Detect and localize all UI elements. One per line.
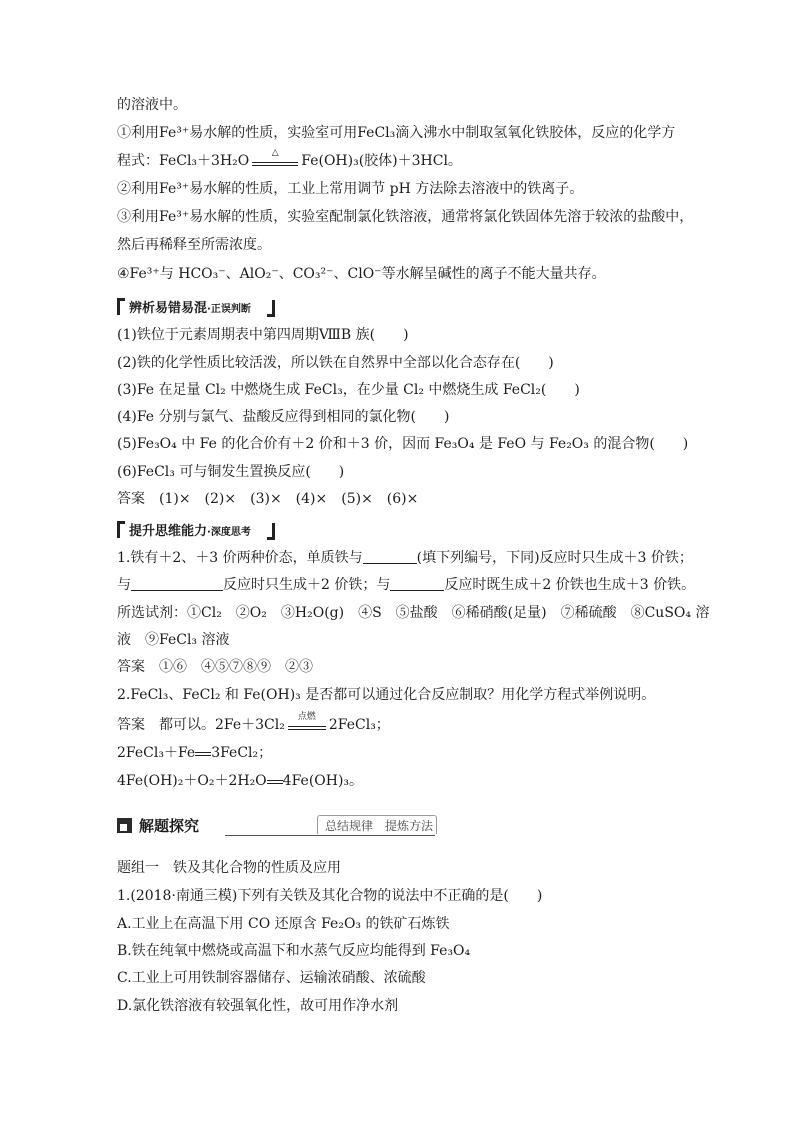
equals-sign [195, 743, 211, 763]
question-text: 反应时只生成＋2 价铁；与 [223, 577, 391, 593]
problem-question: 1.(2018·南通三模)下列有关铁及其化合物的说法中不正确的是( ) [117, 888, 543, 904]
question-text: 1.铁有＋2、＋3 价两种价态，单质铁与 [117, 550, 363, 566]
equation-left: 4Fe(OH)₂＋O₂＋2H₂O [117, 773, 267, 789]
answer-blank [390, 576, 444, 591]
judge-item: (6)FeCl₃ 可与铜发生置换反应( ) [117, 464, 345, 480]
text-line: ③利用Fe³⁺易水解的性质，实验室配制氯化铁溶液，通常将氯化铁固体先溶于较浓的盐酸中， [117, 209, 694, 225]
option-a: A.工业上在高温下用 CO 还原含 Fe₂O₃ 的铁矿石炼铁 [117, 916, 450, 932]
option-c: C.工业上可用铁制容器储存、运输浓硝酸、浓硫酸 [117, 970, 426, 986]
text-line: ②利用Fe³⁺易水解的性质，工业上常用调节 pH 方法除去溶液中的铁离子。 [117, 181, 584, 197]
section-subtitle: 总结规律 提炼方法 [325, 819, 434, 833]
answer-equation [117, 712, 390, 735]
question-line [117, 575, 695, 595]
answer-blank [131, 576, 223, 591]
judge-item: (1)铁位于元素周期表中第四周期ⅧB 族( ) [117, 327, 409, 343]
reagent-list: 所选试剂：①Cl₂ ②O₂ ③H₂O(g) ④S ⑤盐酸 ⑥稀硝酸(足量) ⑦稀硫酸 ⑧CuSO₄ 溶 [117, 605, 710, 621]
equation-right: 4Fe(OH)₃。 [282, 773, 364, 789]
question-text: 与 [117, 577, 131, 593]
equation-left: 答案 都可以。2Fe＋3Cl₂ [117, 717, 285, 733]
equation-right: Fe(OH)₃(胶体)＋3HCl。 [301, 153, 462, 169]
option-b: B.铁在纯氧中燃烧或高温下和水蒸气反应均能得到 Fe₃O₄ [117, 943, 471, 959]
equation-right: 2FeCl₃； [328, 717, 390, 733]
answer-blank [363, 549, 417, 564]
reaction-arrow [252, 148, 298, 171]
judge-subtitle: ·正误判断 [207, 304, 251, 315]
reaction-arrow [288, 712, 326, 735]
question-text: 反应时既生成＋2 价铁也生成＋3 价铁。 [444, 577, 696, 593]
equals-sign [267, 771, 283, 791]
reaction-condition: △ [271, 148, 279, 158]
answer-line: 答案 ①⑥ ④⑤⑦⑧⑨ ②③ [117, 659, 313, 675]
think-heading [117, 519, 287, 539]
equation-line [117, 148, 462, 171]
text-line: 然后再稀释至所需浓度。 [117, 237, 271, 253]
section-title: 解题探究 [139, 817, 200, 835]
equation-left: 2FeCl₃＋Fe [117, 745, 196, 761]
question-text: (填下列编号，下同)反应时只生成＋3 价铁； [416, 550, 693, 566]
judge-title: 辨析易错易混 [129, 301, 208, 316]
question-line: 2.FeCl₃、FeCl₂ 和 Fe(OH)₃ 是否都可以通过化合反应制取？用化学方程式举例说明。 [117, 687, 656, 703]
answer-equation [117, 771, 363, 791]
judge-item: (2)铁的化学性质比较活泼，所以铁在自然界中全部以化合态存在( ) [117, 355, 554, 371]
reaction-condition: 点燃 [297, 712, 316, 722]
think-subtitle: ·深度思考 [207, 527, 251, 538]
judge-heading [117, 296, 287, 316]
text-line: ④Fe³⁺与 HCO₃⁻、AlO₂⁻、CO₃²⁻、ClO⁻等水解呈碱性的离子不能大量共存。 [117, 266, 606, 282]
equation-right: 3FeCl₂； [211, 745, 273, 761]
section-square-icon [117, 818, 132, 833]
judge-item: (4)Fe 分别与氯气、盐酸反应得到相同的氯化物( ) [117, 409, 450, 425]
judge-item: (5)Fe₃O₄ 中 Fe 的化合价有＋2 价和＋3 价，因而 Fe₃O₄ 是 FeO 与 Fe₂O₃ 的混合物( ) [117, 436, 689, 452]
answer-equation [117, 743, 272, 763]
think-title: 提升思维能力 [129, 524, 208, 539]
equation-left: 程式：FeCl₃＋3H₂O [117, 153, 250, 169]
problem-group: 题组一 铁及其化合物的性质及应用 [117, 860, 341, 876]
text-line: 的溶液中。 [117, 97, 187, 113]
question-line [117, 548, 693, 568]
judge-answer: 答案 (1)× (2)× (3)× (4)× (5)× (6)× [117, 491, 419, 507]
text-line: ①利用Fe³⁺易水解的性质，实验室可用FeCl₃滴入沸水中制取氢氧化铁胶体，反应的化学方 [117, 125, 676, 141]
reagent-list: 液 ⑨FeCl₃ 溶液 [117, 632, 230, 648]
section-header [117, 815, 435, 837]
option-d: D.氯化铁溶液有较强氧化性，故可用作净水剂 [117, 998, 399, 1014]
judge-item: (3)Fe 在足量 Cl₂ 中燃烧生成 FeCl₃，在少量 Cl₂ 中燃烧生成 FeCl₂( ) [117, 382, 580, 398]
